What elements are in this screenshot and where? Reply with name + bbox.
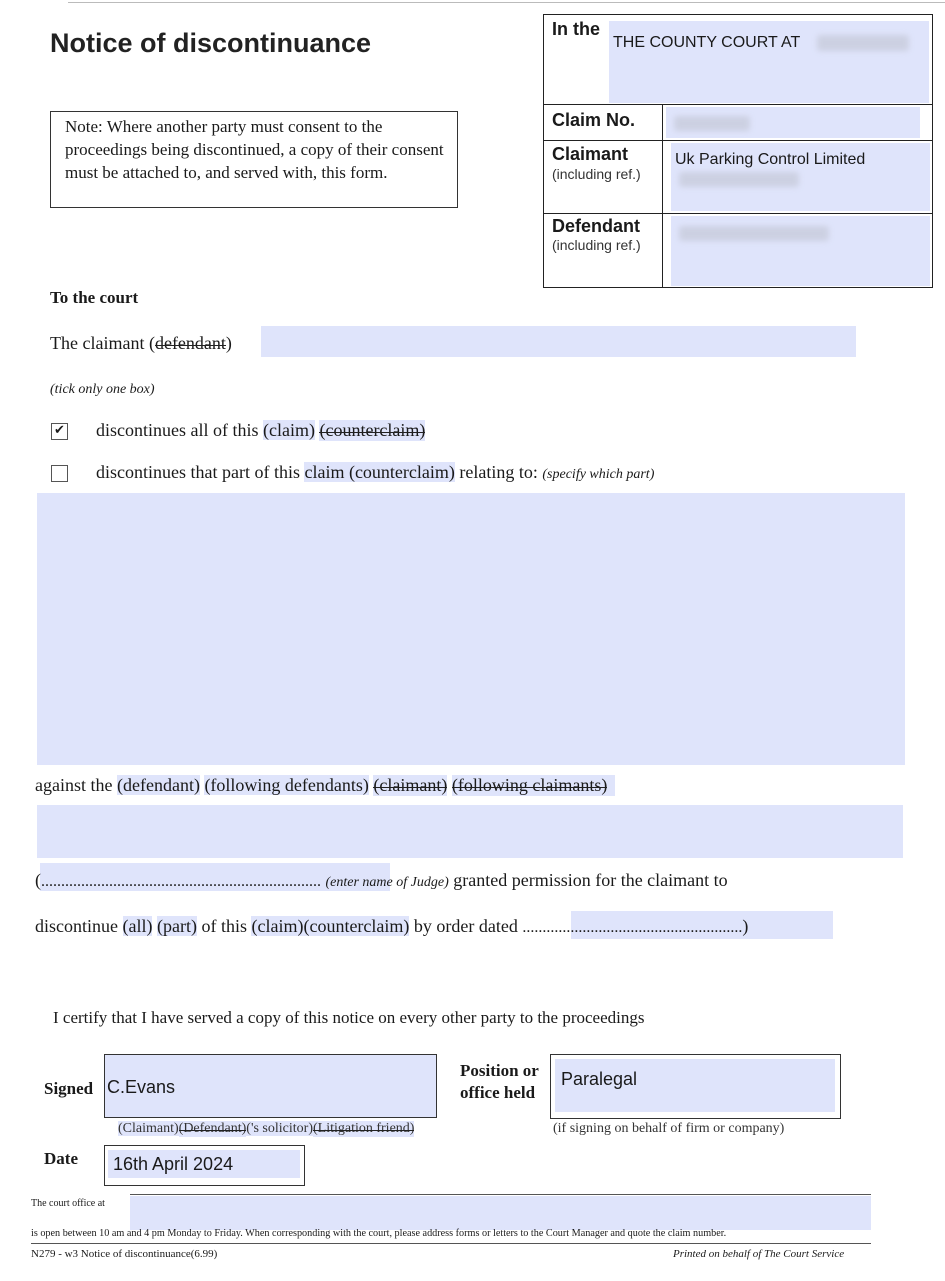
defendant-struck: defendant	[154, 333, 226, 353]
judge-line	[35, 870, 728, 891]
row-divider	[544, 213, 932, 214]
by-order-text: by order dated	[409, 916, 523, 936]
redacted-claimant-ref	[679, 172, 799, 187]
enter-judge-hint: (enter name of Judge)	[325, 875, 449, 890]
court-hours-text: is open between 10 am and 4 pm Monday to Friday. When corresponding with the court, please address forms or letters to the Court Manager and quote the claim number.	[31, 1228, 727, 1239]
redacted-claim-number	[674, 116, 750, 131]
claimant-value: Uk Parking Control Limited	[675, 151, 866, 168]
signature-value: C.Evans	[107, 1077, 176, 1097]
position-field[interactable]	[555, 1059, 835, 1112]
claim-counterclaim-order-choice[interactable]: (claim)(counterclaim)	[251, 916, 410, 936]
court-office-label: The court office at	[31, 1198, 105, 1209]
defendant-field[interactable]	[671, 216, 930, 286]
judge-open: (	[35, 870, 41, 890]
defendant-label: Defendant	[552, 216, 641, 236]
column-divider	[662, 104, 663, 287]
claimant-line-suffix: )	[225, 333, 232, 353]
date-value: 16th April 2024	[113, 1154, 234, 1174]
counterclaim-choice[interactable]: (counterclaim)	[319, 420, 426, 440]
specify-hint: (specify which part)	[542, 467, 655, 482]
claim-no-field[interactable]	[666, 107, 920, 138]
against-defendant-choice[interactable]: (defendant)	[116, 775, 200, 795]
page-title: Notice of discontinuance	[50, 28, 372, 58]
position-value: Paralegal	[561, 1069, 638, 1089]
discontinue-part-checkbox[interactable]	[51, 465, 68, 482]
option-part-line	[96, 462, 654, 483]
discontinue-close: )	[742, 916, 749, 936]
against-line	[35, 775, 615, 796]
position-label: Position or office held	[460, 1061, 539, 1102]
all-choice[interactable]: (all)	[122, 916, 153, 936]
note-box	[50, 111, 458, 208]
discontinue-prefix: discontinue	[35, 916, 123, 936]
part-choice[interactable]: (part)	[156, 916, 197, 936]
option-all-text: discontinues all of this	[96, 420, 263, 440]
against-parties-field[interactable]	[37, 805, 903, 858]
claim-counterclaim-choice[interactable]: claim (counterclaim)	[304, 462, 455, 482]
position-field-frame	[550, 1054, 841, 1119]
against-following-claimants-choice[interactable]: (following claimants)	[451, 775, 608, 795]
position-note: (if signing on behalf of firm or company)	[553, 1121, 785, 1136]
court-office-field[interactable]	[130, 1196, 871, 1230]
defendant-sub-label: (including ref.)	[552, 237, 641, 253]
claimant-label: Claimant	[552, 144, 629, 164]
discontinue-line	[35, 916, 748, 937]
signed-roles	[118, 1121, 414, 1137]
footer-top-rule	[130, 1194, 871, 1195]
court-field[interactable]	[609, 21, 929, 103]
claimant-sub-label: (including ref.)	[552, 166, 641, 182]
option-all-line	[96, 420, 425, 441]
signed-label: Signed	[44, 1079, 94, 1098]
claim-no-label: Claim No.	[552, 110, 636, 130]
row-divider	[544, 140, 932, 141]
party-name-field[interactable]	[261, 326, 856, 357]
against-prefix: against the	[35, 775, 117, 795]
relating-text: relating to:	[454, 462, 543, 482]
form-code: N279 - w3 Notice of discontinuance(6.99)	[31, 1248, 218, 1260]
claim-choice[interactable]: (claim)	[262, 420, 315, 440]
footer-bottom-rule	[31, 1243, 871, 1244]
order-date-dots: .......................................................	[522, 919, 743, 936]
to-the-court-heading: To the court	[50, 288, 139, 307]
court-value: THE COUNTY COURT AT	[613, 34, 801, 51]
in-the-label: In the	[552, 19, 600, 39]
signature-field[interactable]	[104, 1054, 437, 1118]
judge-dots: ......................................................................	[41, 873, 321, 890]
discontinue-all-checkbox[interactable]: ✔	[51, 423, 68, 440]
claimant-line	[50, 333, 232, 354]
role-solicitor[interactable]: ('s solicitor)	[246, 1121, 313, 1136]
date-field-frame	[104, 1145, 305, 1186]
tick-only-hint: (tick only one box)	[50, 382, 155, 397]
date-label: Date	[44, 1149, 78, 1168]
redacted-defendant-name	[679, 226, 829, 241]
part-description-field[interactable]	[37, 493, 905, 765]
against-claimant-choice[interactable]: (claimant)	[373, 775, 448, 795]
claimant-field[interactable]	[671, 143, 930, 211]
role-litigation-friend[interactable]: (Litigation friend)	[312, 1121, 415, 1136]
date-field[interactable]	[108, 1150, 300, 1178]
claimant-line-prefix: The claimant (	[50, 333, 155, 353]
redacted-court-name	[817, 35, 909, 51]
role-defendant[interactable]: (Defendant)	[178, 1121, 247, 1136]
against-following-defendants-choice[interactable]: (following defendants)	[204, 775, 369, 795]
option-part-text: discontinues that part of this	[96, 462, 305, 482]
role-claimant[interactable]: (Claimant)	[118, 1121, 179, 1136]
of-this-text: of this	[196, 916, 252, 936]
note-text: Note: Where another party must consent to the proceedings being discontinued, a copy of their consent must be attached to, and served with, this form.	[65, 117, 444, 182]
row-divider	[544, 104, 932, 105]
top-border-line	[68, 2, 945, 3]
case-details-box	[543, 14, 933, 288]
granted-text: granted permission for the claimant to	[448, 870, 728, 890]
certify-statement: I certify that I have served a copy of this notice on every other party to the proceedings	[53, 1008, 645, 1027]
printed-on-behalf: Printed on behalf of The Court Service	[673, 1248, 845, 1260]
